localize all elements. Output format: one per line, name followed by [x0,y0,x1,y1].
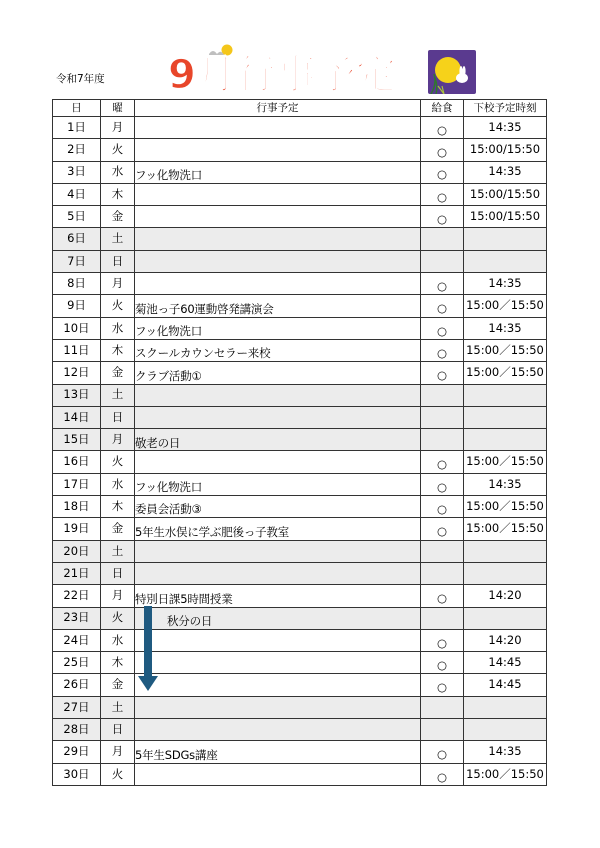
lunch-cell [421,317,464,339]
event-cell [135,139,421,161]
event-text: 特別日課5時間授業 [135,591,233,606]
weekday-cell: 金 [101,362,135,384]
event-text: クラブ活動① [135,368,202,383]
dismissal-time-cell: 15:00/15:50 [464,206,547,228]
schedule-table [52,99,547,786]
day-cell: 28日 [53,719,101,741]
lunch-mark: ○ [436,658,448,673]
table-row [53,518,547,540]
dismissal-time-cell: 15:00／15:50 [464,518,547,540]
table-row [53,183,547,205]
weekday-cell: 水 [101,161,135,183]
dismissal-time-cell: 14:35 [464,741,547,763]
day-cell: 21日 [53,562,101,584]
dismissal-time-cell: 15:00／15:50 [464,362,547,384]
event-cell [135,473,421,495]
lunch-mark: ○ [436,479,448,494]
day-cell: 25日 [53,652,101,674]
table-row [53,629,547,651]
day-cell: 2日 [53,139,101,161]
day-cell: 10日 [53,317,101,339]
day-cell: 8日 [53,273,101,295]
event-cell [135,317,421,339]
day-cell: 17日 [53,473,101,495]
weekday-cell: 月 [101,741,135,763]
day-cell: 13日 [53,384,101,406]
day-cell: 6日 [53,228,101,250]
event-cell [135,540,421,562]
event-cell [135,652,421,674]
table-row [53,451,547,473]
day-cell: 20日 [53,540,101,562]
table-row [53,384,547,406]
event-text: フッ化物洗口 [135,167,202,182]
event-cell [135,406,421,428]
event-cell [135,250,421,272]
dismissal-time-cell: 14:20 [464,585,547,607]
event-text: フッ化物洗口 [135,480,202,495]
dismissal-time-cell: 14:35 [464,473,547,495]
event-cell [135,228,421,250]
dismissal-time-cell: 14:45 [464,652,547,674]
lunch-mark: ○ [436,368,448,383]
lunch-cell [421,741,464,763]
event-cell [135,384,421,406]
lunch-cell [421,473,464,495]
event-cell [135,429,421,451]
weekday-cell: 土 [101,696,135,718]
day-cell: 18日 [53,496,101,518]
event-cell [135,161,421,183]
lunch-cell [421,696,464,718]
lunch-cell [421,183,464,205]
schedule-body [53,117,547,786]
lunch-mark: ○ [436,680,448,695]
day-cell: 4日 [53,183,101,205]
event-cell [135,518,421,540]
lunch-cell [421,518,464,540]
dismissal-time-cell: 15:00／15:50 [464,451,547,473]
event-cell [135,496,421,518]
weekday-cell: 火 [101,139,135,161]
lunch-mark: ○ [436,524,448,539]
day-cell: 30日 [53,763,101,785]
lunch-cell [421,295,464,317]
lunch-cell [421,339,464,361]
weekday-cell: 月 [101,585,135,607]
day-cell: 12日 [53,362,101,384]
table-row [53,273,547,295]
day-cell: 1日 [53,117,101,139]
event-cell [135,607,421,629]
weekday-cell: 水 [101,317,135,339]
dismissal-time-cell: 14:35 [464,117,547,139]
down-arrow-icon [137,606,159,692]
day-cell: 14日 [53,406,101,428]
day-cell: 26日 [53,674,101,696]
lunch-cell [421,607,464,629]
day-cell: 19日 [53,518,101,540]
lunch-cell [421,406,464,428]
event-text: 菊池っ子60運動啓発講演会 [135,301,274,316]
table-row [53,585,547,607]
lunch-cell [421,362,464,384]
lunch-mark: ○ [436,345,448,360]
weekday-cell: 木 [101,652,135,674]
table-row [53,206,547,228]
dismissal-time-cell [464,607,547,629]
table-row [53,562,547,584]
weekday-cell: 火 [101,451,135,473]
weekday-cell: 火 [101,295,135,317]
event-cell [135,741,421,763]
weekday-cell: 日 [101,406,135,428]
weekday-cell: 土 [101,540,135,562]
day-cell: 11日 [53,339,101,361]
lunch-cell [421,117,464,139]
weekday-cell: 月 [101,273,135,295]
lunch-cell [421,763,464,785]
weekday-cell: 金 [101,206,135,228]
dismissal-time-cell [464,429,547,451]
day-cell: 9日 [53,295,101,317]
table-row [53,652,547,674]
day-cell: 5日 [53,206,101,228]
lunch-mark: ○ [436,167,448,182]
lunch-mark: ○ [436,501,448,516]
event-cell [135,451,421,473]
lunch-cell [421,585,464,607]
dismissal-time-cell: 14:45 [464,674,547,696]
event-cell [135,674,421,696]
lunch-cell [421,719,464,741]
table-row [53,763,547,785]
dismissal-time-cell: 15:00／15:50 [464,295,547,317]
dismissal-time-cell [464,719,547,741]
title-text: 9月行事予定 [168,52,396,98]
table-row [53,139,547,161]
title-graphic [165,40,405,98]
column-header-events: 行事予定 [135,100,421,117]
day-cell: 29日 [53,741,101,763]
table-row [53,228,547,250]
event-text: スクールカウンセラー来校 [135,346,271,361]
weekday-cell: 木 [101,339,135,361]
weekday-cell: 木 [101,183,135,205]
table-row [53,317,547,339]
dismissal-time-cell [464,562,547,584]
weekday-cell: 土 [101,228,135,250]
lunch-cell [421,496,464,518]
weekday-cell: 水 [101,473,135,495]
lunch-mark: ○ [436,323,448,338]
column-header-lunch: 給食 [421,100,464,117]
lunch-mark: ○ [436,747,448,762]
weekday-cell: 火 [101,763,135,785]
dismissal-time-cell [464,696,547,718]
event-text: 5年生水俣に学ぶ肥後っ子教室 [135,524,290,539]
table-row [53,473,547,495]
weekday-cell: 月 [101,117,135,139]
day-cell: 24日 [53,629,101,651]
lunch-cell [421,562,464,584]
page-title [165,40,405,98]
lunch-cell [421,674,464,696]
event-text: 秋分の日 [167,613,213,628]
dismissal-time-cell [464,250,547,272]
weekday-cell: 月 [101,429,135,451]
table-row [53,295,547,317]
table-row [53,117,547,139]
lunch-cell [421,161,464,183]
table-row [53,741,547,763]
table-row [53,161,547,183]
dismissal-time-cell: 14:20 [464,629,547,651]
dismissal-time-cell: 14:35 [464,161,547,183]
column-header-dow: 曜 [101,100,135,117]
table-row [53,607,547,629]
day-cell: 7日 [53,250,101,272]
weekday-cell: 金 [101,518,135,540]
table-row [53,362,547,384]
event-cell [135,629,421,651]
weekday-cell: 日 [101,562,135,584]
dismissal-time-cell [464,228,547,250]
lunch-cell [421,250,464,272]
event-cell [135,206,421,228]
dismissal-time-cell: 15:00／15:50 [464,763,547,785]
lunch-mark: ○ [436,189,448,204]
event-text: 5年生SDGs講座 [135,747,218,762]
dismissal-time-cell: 15:00／15:50 [464,339,547,361]
dismissal-time-cell: 14:35 [464,273,547,295]
lunch-mark: ○ [436,122,448,137]
lunch-mark: ○ [436,145,448,160]
weekday-cell: 日 [101,719,135,741]
column-header-day: 日 [53,100,101,117]
table-row [53,406,547,428]
lunch-mark: ○ [436,278,448,293]
day-cell: 22日 [53,585,101,607]
day-cell: 15日 [53,429,101,451]
table-row [53,429,547,451]
event-cell [135,562,421,584]
fiscal-year-label: 令和7年度 [56,73,105,85]
weekday-cell: 土 [101,384,135,406]
weekday-cell: 金 [101,674,135,696]
lunch-cell [421,540,464,562]
event-cell [135,585,421,607]
weekday-cell: 木 [101,496,135,518]
event-text: フッ化物洗口 [135,324,202,339]
day-cell: 3日 [53,161,101,183]
event-cell [135,362,421,384]
lunch-mark: ○ [436,457,448,472]
event-cell [135,719,421,741]
dismissal-time-cell: 15:00／15:50 [464,496,547,518]
dismissal-time-cell [464,540,547,562]
day-cell: 16日 [53,451,101,473]
table-row [53,674,547,696]
lunch-mark: ○ [436,212,448,227]
column-header-dismissal: 下校予定時刻 [464,100,547,117]
dismissal-time-cell: 15:00/15:50 [464,183,547,205]
dismissal-time-cell [464,384,547,406]
table-row [53,540,547,562]
event-text: 敬老の日 [135,435,181,450]
lunch-cell [421,629,464,651]
dismissal-time-cell: 15:00/15:50 [464,139,547,161]
event-cell [135,183,421,205]
event-text: 委員会活動③ [135,502,202,517]
lunch-mark: ○ [436,635,448,650]
lunch-mark: ○ [436,301,448,316]
dismissal-time-cell: 14:35 [464,317,547,339]
lunch-cell [421,451,464,473]
day-cell: 27日 [53,696,101,718]
lunch-cell [421,429,464,451]
lunch-mark: ○ [436,769,448,784]
lunch-cell [421,652,464,674]
table-row [53,719,547,741]
lunch-cell [421,206,464,228]
weekday-cell: 水 [101,629,135,651]
event-cell [135,696,421,718]
lunch-cell [421,228,464,250]
table-row [53,339,547,361]
lunch-cell [421,139,464,161]
event-cell [135,273,421,295]
event-cell [135,339,421,361]
event-cell [135,117,421,139]
dismissal-time-cell [464,406,547,428]
lunch-cell [421,384,464,406]
table-row [53,250,547,272]
table-header-row [53,100,547,117]
weekday-cell: 日 [101,250,135,272]
moon-viewing-illustration [428,50,476,94]
table-row [53,696,547,718]
table-row [53,496,547,518]
weekday-cell: 火 [101,607,135,629]
lunch-cell [421,273,464,295]
day-cell: 23日 [53,607,101,629]
lunch-mark: ○ [436,591,448,606]
event-cell [135,763,421,785]
event-cell [135,295,421,317]
